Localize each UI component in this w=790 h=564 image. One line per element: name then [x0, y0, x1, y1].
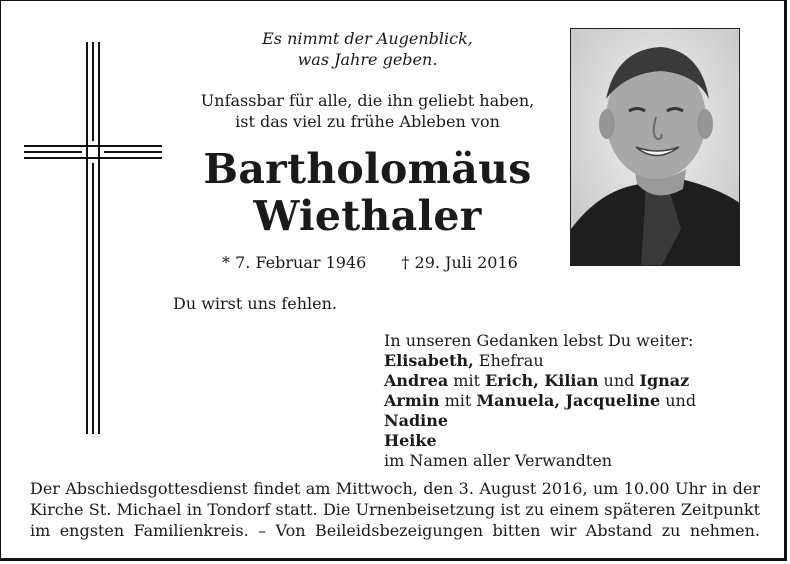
quote-line: Es nimmt der Augenblick, [262, 29, 473, 48]
first-name: Bartholomäus [203, 145, 532, 193]
mourner-name: Ignaz [639, 371, 690, 390]
mourner-name: Armin [384, 391, 440, 410]
mourner-line [384, 431, 754, 451]
connector-text: und [660, 391, 697, 410]
intro-line: Unfassbar für alle, die ihn geliebt haben, [200, 91, 535, 110]
mourner-name: Andrea [384, 371, 449, 390]
birth-date: * 7. Februar 1946 [222, 253, 367, 272]
mourners-heading: In unseren Gedanken lebst Du weiter: [384, 331, 694, 350]
mourner-line [384, 351, 754, 371]
service-line: im engsten Familienkreis. – Von Beileidsbezeigungen bitten wir Abstand zu nehmen. [30, 521, 760, 540]
death-date: † 29. Juli 2016 [401, 253, 518, 272]
service-line: Kirche St. Michael in Tondorf statt. Die Urnenbeisetzung ist zu einem späteren Zeitpunkt [30, 500, 760, 519]
mourner-relation: Ehefrau [473, 351, 544, 370]
service-info [30, 478, 760, 541]
service-line: Der Abschiedsgottesdienst findet am Mittwoch, den 3. August 2016, um 10.00 Uhr in der [30, 479, 760, 498]
farewell-text: Du wirst uns fehlen. [173, 294, 337, 313]
connector-text: mit [439, 391, 477, 410]
mourner-line [384, 391, 754, 431]
cross-icon [24, 42, 162, 434]
portrait-photo [570, 28, 740, 266]
deceased-name [170, 146, 565, 240]
mourner-name: Erich, Kilian [485, 371, 599, 390]
mourner-name: Elisabeth, [384, 351, 474, 370]
mourner-name: Heike [384, 431, 437, 450]
intro-line: ist das viel zu frühe Ableben von [235, 112, 500, 131]
mourners-list [384, 331, 754, 471]
connector-text: mit [448, 371, 486, 390]
life-dates [222, 253, 522, 272]
connector-text: und [598, 371, 640, 390]
mourner-name: Manuela, Jacqueline [476, 391, 661, 410]
quote-line: was Jahre geben. [297, 50, 438, 69]
mourner-line [384, 371, 754, 391]
mourner-name: Nadine [384, 411, 449, 430]
quote [170, 28, 565, 70]
intro-text [170, 90, 565, 132]
mourners-closing: im Namen aller Verwandten [384, 451, 613, 470]
last-name: Wiethaler [253, 192, 482, 240]
